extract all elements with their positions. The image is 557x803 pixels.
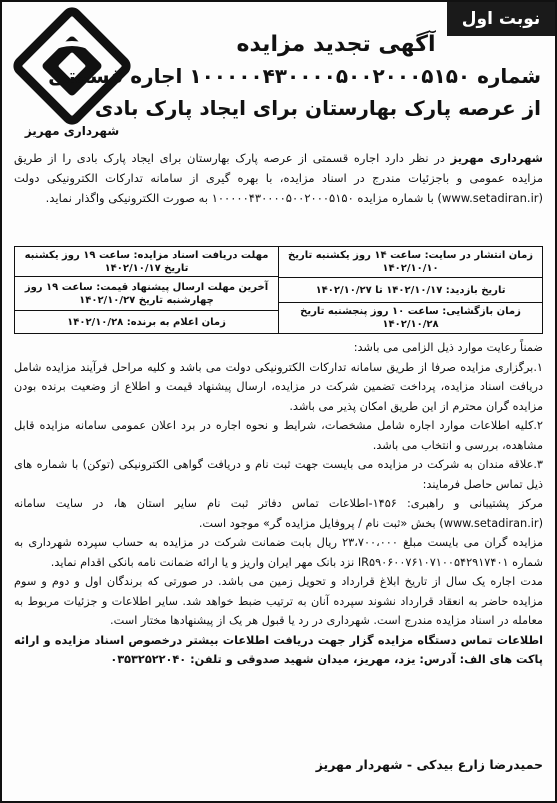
condition-item-3: ۳.علاقه مندان به شرکت در مزایده می بایست جهت ثبت نام و دریافت گواهی الکترونیکی (توکن) با شماره های ذیل تماس حاصل فرمایند: (14, 458, 543, 491)
schedule-bid-deadline: آخرین مهلت ارسال پیشنهاد قیمت: ساعت ۱۹ روز چهارشنبه تاریخ ۱۴۰۲/۱۰/۲۷ (15, 277, 278, 311)
schedule-winner: زمان اعلام به برنده: ۱۴۰۲/۱۰/۲۸ (67, 316, 226, 328)
schedule-column-right (278, 247, 542, 333)
intro-org: شهرداری مهریز (450, 151, 543, 165)
condition-item-1: ۱.برگزاری مزایده صرفا از طریق سامانه تدارکات الکترونیکی دولت می باشد و کلیه مراحل فرآیند مزایده شامل دریافت اسناد مزایده، پرداخت تضمین شرکت در مزایده، ارسال پیشنهاد قیمت و اطلاع از وضعیت برنده بودن مزایده گران محترم از این طریق امکان پذیر می باشد. (14, 360, 543, 413)
schedule-table (14, 246, 543, 334)
logo-caption: شهرداری مهریز (24, 124, 120, 138)
condition-item-2: ۲.کلیه اطلاعات موارد اجاره شامل مشخصات، شرایط و نحوه اجاره در برد اعلان عمومی سامانه مزایده قابل مشاهده، بررسی و انتخاب می باشد. (14, 419, 543, 452)
contact-info: اطلاعات تماس دستگاه مزایده گزار جهت دریافت اطلاعات بیشتر درخصوص اسناد مزایده و ارائه پاکت های الف: آدرس: یزد، مهریز، میدان شهید صدوقی و تلفن: ۰۳۵۳۲۵۲۲۰۴۰ (14, 633, 543, 666)
guarantee-info: مزایده گران می بایست مبلغ ۲۳،۷۰۰،۰۰۰ ریال بابت ضمانت شرکت در مزایده به حساب سپرده شهرداری به شماره IR۵۹۰۶۰۰۷۶۱۰۷۱۰۰۵۴۲۹۱۷۴۰۱ نزد بانک مهر ایران واریز و یا ارائه ضمانت نامه بانکی اقدام نماید. (14, 536, 543, 569)
signature: حمیدرضا زارع بیدکی - شهردار مهریز (315, 757, 543, 772)
intro-paragraph (14, 148, 543, 208)
intro-text: در نظر دارد اجاره قسمتی از عرصه پارک بهارستان برای ایجاد پارک بادی را از طریق مزایده عمومی و باجزئیات مندرج در اسناد مزایده، با بهره گیری از سامانه تدارکات الکترونیکی دولت (www.setadiran.ir) با شماره مزایده ۱۰۰۰۰۰۴۳۰۰۰۰۵۰۰۲۰۰۰۵۱۵۰ به صورت الکترونیکی واگذار نماید. (14, 151, 543, 205)
ad-title: آگهی تجدید مزایده (236, 32, 436, 57)
support-info: مرکز پشتیبانی و راهبری: ۱۴۵۶-اطلاعات تماس دفاتر ثبت نام سایر استان ها، در سایت سامانه (www.setadiran.ir) بخش «ثبت نام / پروفایل مزایده گر» موجود است. (14, 497, 543, 530)
conditions-body (14, 338, 543, 670)
schedule-opening: زمان بازگشایی: ساعت ۱۰ روز پنجشنبه تاریخ ۱۴۰۲/۱۰/۲۸ (300, 306, 521, 330)
ad-subtitle-subject: از عرصه پارک بهارستان برای ایجاد پارک بادی (94, 96, 541, 120)
edition-badge: نوبت اول (447, 2, 555, 36)
lease-term-info: مدت اجاره یک سال از تاریخ ابلاغ قرارداد و تحویل زمین می باشد. در صورتی که برندگان اول و دوم و سوم مزایده حاضر به انعقاد قرارداد نشوند سپرده آنان به ترتیب ضبط خواهد شد. سایر اطلاعات و جزئیات مربوط به معامله در اسناد مزایده مندرج است. شهرداری در رد یا قبول هر یک از پیشنهادها مختار است. (14, 575, 543, 627)
conditions-lead: ضمناً رعایت موارد ذیل الزامی می باشد: (353, 341, 543, 354)
ad-subtitle-number: شماره ۱۰۰۰۰۰۴۳۰۰۰۰۵۰۰۲۰۰۰۵۱۵۰ اجاره قسمتی (48, 64, 541, 88)
schedule-visit: تاریخ بازدید: ۱۴۰۲/۱۰/۱۷ تا ۱۴۰۲/۱۰/۲۷ (279, 278, 542, 303)
schedule-doc-deadline: مهلت دریافت اسناد مزایده: ساعت ۱۹ روز یکشنبه تاریخ ۱۴۰۲/۱۰/۱۷ (15, 247, 278, 277)
schedule-publish: زمان انتشار در سایت: ساعت ۱۴ روز یکشنبه تاریخ ۱۴۰۲/۱۰/۱۰ (279, 247, 542, 278)
schedule-column-left (15, 247, 278, 333)
